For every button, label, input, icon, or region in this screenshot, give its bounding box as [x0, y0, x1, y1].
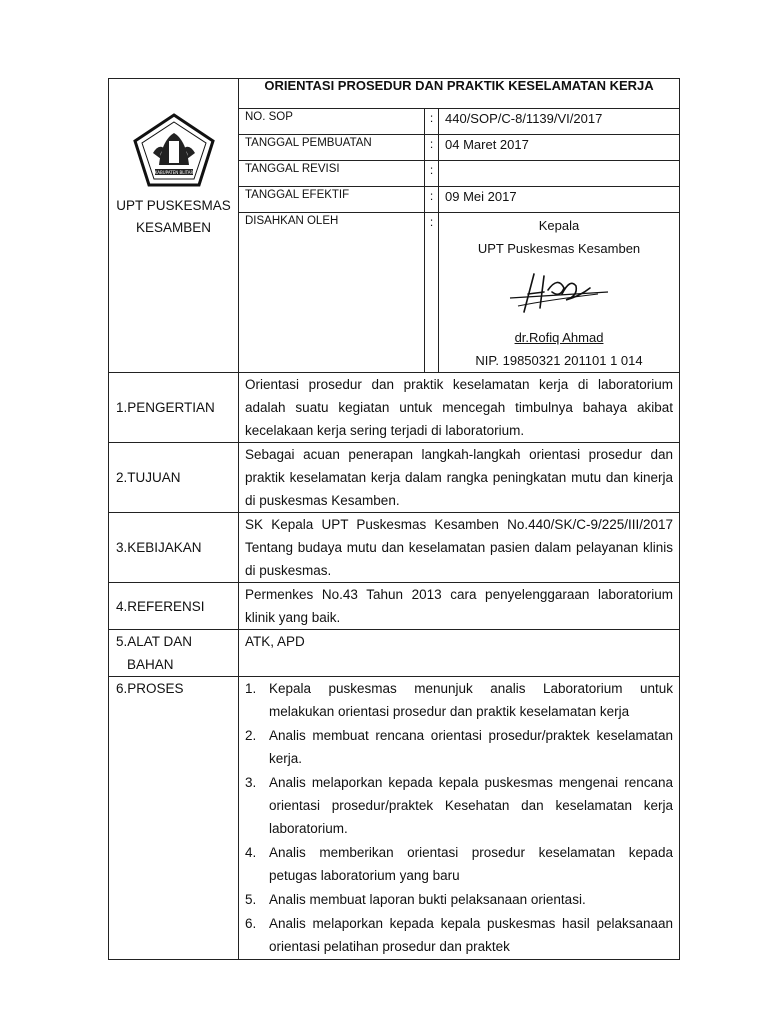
- section-text-kebijakan: SK Kepala UPT Puskesmas Kesamben No.440/SK/C-9/225/III/2017 Tentang budaya mutu dan keselamatan pasien dalam pelayanan klinis di puskesmas.: [239, 513, 680, 583]
- org-cell: [109, 79, 239, 373]
- proses-step-list: [245, 677, 673, 958]
- proses-step: 4. Analis memberikan orientasi prosedur keselamatan kepada petugas laboratorium yang baru: [245, 845, 674, 883]
- section-label-kebijakan: 3.KEBIJAKAN: [109, 513, 239, 583]
- signer-name: dr.Rofiq Ahmad: [514, 330, 604, 345]
- field-value-tanggal-revisi: [439, 161, 680, 187]
- section-label-alat-line1: 5.ALAT DAN: [116, 634, 193, 649]
- field-label-tanggal-pembuatan: TANGGAL PEMBUATAN: [239, 135, 425, 161]
- org-name-line2: KESAMBEN: [135, 220, 211, 235]
- field-label-tanggal-revisi: TANGGAL REVISI: [239, 161, 425, 187]
- org-name-line1: UPT PUSKESMAS: [116, 198, 231, 213]
- logo-caption-text: KABUPATEN BLITAR: [154, 170, 193, 175]
- section-text-referensi: Permenkes No.43 Tahun 2013 cara penyelenggaraan laboratorium klinik yang baik.: [239, 583, 680, 630]
- section-label-pengertian: 1.PENGERTIAN: [109, 373, 239, 443]
- section-label-proses: 6.PROSES: [109, 677, 239, 960]
- section-label-alat-bahan: [109, 630, 239, 677]
- signer-unit: UPT Puskesmas Kesamben: [477, 241, 641, 256]
- field-colon: :: [425, 213, 439, 373]
- signer-title: Kepala: [538, 218, 580, 233]
- approval-block: [439, 213, 680, 373]
- regency-emblem-icon: [133, 113, 215, 187]
- section-label-alat-line2: BAHAN: [127, 657, 174, 672]
- section-text-pengertian: Orientasi prosedur dan praktik keselamatan kerja di laboratorium adalah suatu kegiatan untuk mencegah timbulnya bahaya akibat kecelakaan kerja sering terjadi di laboratorium.: [239, 373, 680, 443]
- field-colon: :: [425, 135, 439, 161]
- proses-step: 2. Analis membuat rencana orientasi prosedur/praktek keselamatan kerja.: [245, 728, 674, 766]
- sop-document-table: [108, 78, 680, 960]
- field-value-tanggal-pembuatan: 04 Maret 2017: [439, 135, 680, 161]
- field-label-tanggal-efektif: TANGGAL EFEKTIF: [239, 187, 425, 213]
- field-colon: :: [425, 187, 439, 213]
- proses-step: 3. Analis melaporkan kepada kepala puskesmas mengenai rencana orientasi prosedur/praktek Kesehatan dan keselamatan kerja laboratorium.: [245, 775, 674, 836]
- proses-step: 1. Kepala puskesmas menunjuk analis Laboratorium untuk melakukan orientasi prosedur dan praktik keselamatan kerja: [245, 681, 674, 719]
- field-value-no-sop: 440/SOP/C-8/1139/VI/2017: [439, 109, 680, 135]
- field-label-disahkan-oleh: DISAHKAN OLEH: [239, 213, 425, 373]
- field-colon: :: [425, 161, 439, 187]
- field-value-tanggal-efektif: 09 Mei 2017: [439, 187, 680, 213]
- section-label-tujuan: 2.TUJUAN: [109, 443, 239, 513]
- proses-step: 6. Analis melaporkan kepada kepala puskesmas hasil pelaksanaan orientasi pelatihan prosedur dan praktek: [245, 916, 674, 954]
- section-text-alat-bahan: ATK, APD: [239, 630, 680, 677]
- field-label-no-sop: NO. SOP: [239, 109, 425, 135]
- proses-step: 5. Analis membuat laporan bukti pelaksanaan orientasi.: [245, 892, 586, 907]
- signature-icon: [504, 268, 614, 316]
- field-colon: :: [425, 109, 439, 135]
- signer-nip: NIP. 19850321 201101 1 014: [475, 353, 643, 368]
- section-proses-steps: [239, 677, 680, 960]
- section-label-referensi: 4.REFERENSI: [109, 583, 239, 630]
- section-text-tujuan: Sebagai acuan penerapan langkah-langkah orientasi prosedur dan praktik keselamatan kerja dalam rangka peningkatan mutu dan kinerja di puskesmas Kesamben.: [239, 443, 680, 513]
- document-title: ORIENTASI PROSEDUR DAN PRAKTIK KESELAMATAN KERJA: [239, 79, 680, 109]
- org-name: [116, 195, 231, 239]
